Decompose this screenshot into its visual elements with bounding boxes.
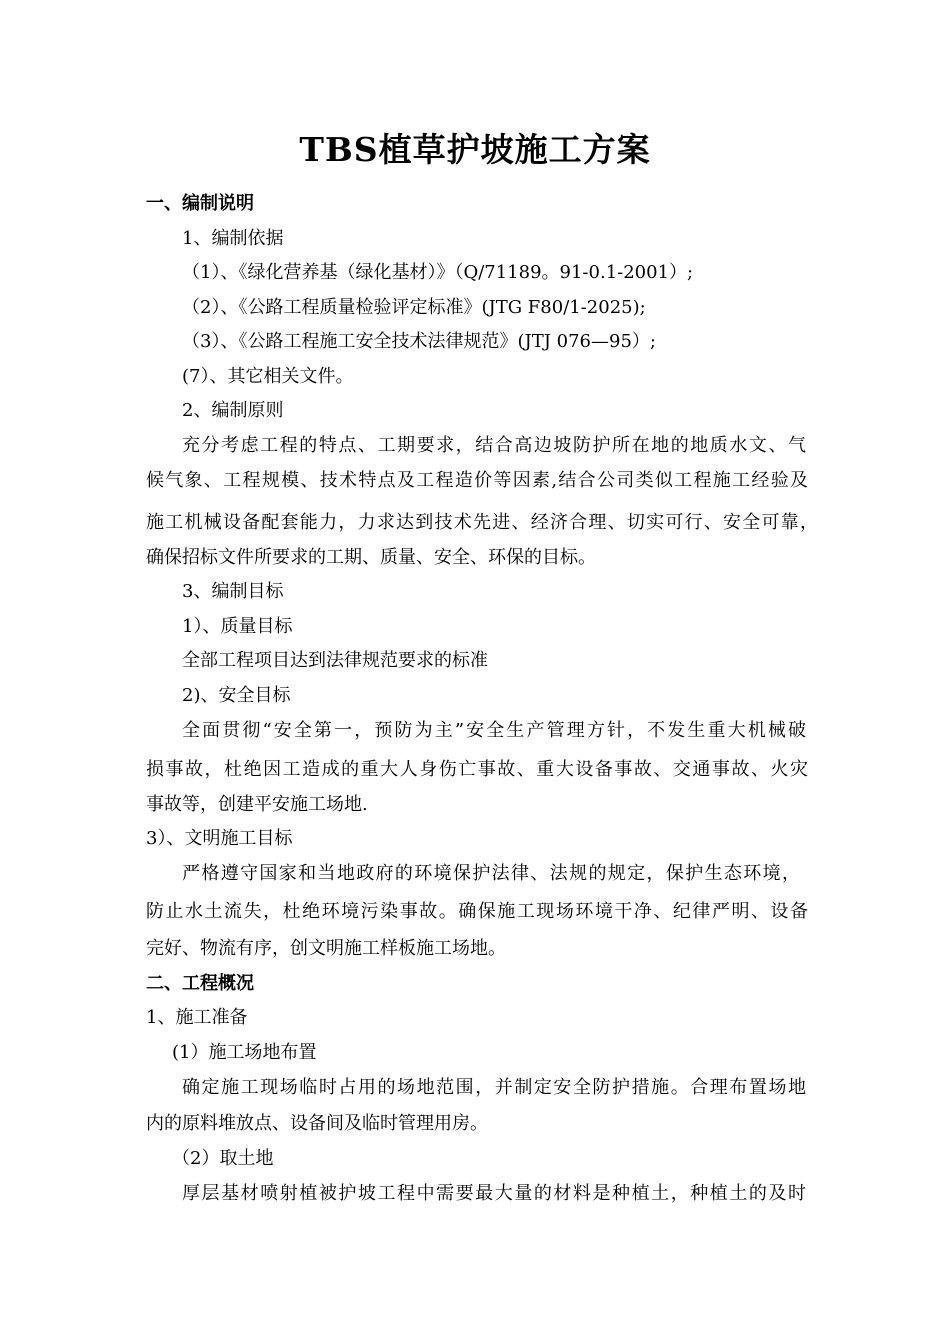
- paragraph-line: 全部工程项目达到法律规范要求的标准: [182, 650, 488, 671]
- section-heading-2: 二、工程概况: [146, 973, 254, 994]
- basis-item-3: （3）、《公路工程施工安全技术法律规范》(JTJ 076—95）;: [182, 331, 656, 352]
- paragraph-line: 充分考虑工程的特点、工期要求，结合高边坡防护所在地的地质水文、气: [182, 435, 806, 456]
- paragraph-line: 防止水土流失，杜绝环境污染事故。确保施工现场环境干净、纪律严明、设备: [146, 901, 808, 922]
- subheading-basis: 1、编制依据: [182, 228, 284, 249]
- basis-item-7: (7）、其它相关文件。: [182, 366, 354, 387]
- paragraph-line: 严格遵守国家和当地政府的环境保护法律、法规的规定，保护生态环境，: [182, 863, 800, 884]
- goal-safety: 2)、安全目标: [182, 685, 291, 706]
- paragraph-line: 确定施工现场临时占用的场地范围，并制定安全防护措施。合理布置场地: [182, 1077, 806, 1098]
- basis-item-2: （2）、《公路工程质量检验评定标准》(JTG F80/1-2025);: [182, 297, 646, 318]
- paragraph-line: 候气象、工程规模、技术特点及工程造价等因素,结合公司类似工程施工经验及: [146, 470, 808, 491]
- paragraph-line: 施工机械设备配套能力，力求达到技术先进、经济合理、切实可行、安全可靠，: [146, 512, 818, 533]
- goal-civilized: 3）、文明施工目标: [146, 828, 293, 849]
- section-heading-1: 一、编制说明: [146, 193, 254, 214]
- paragraph-line: 事故等，创建平安施工场地.: [146, 794, 368, 815]
- subheading-borrow-area: （2）取土地: [172, 1148, 274, 1169]
- basis-item-1: （1）、《绿化营养基（绿化基材）》（Q/71189。91-0.1-2001）;: [182, 262, 694, 283]
- document-title: TBS植草护坡施工方案: [299, 130, 651, 169]
- paragraph-line: 确保招标文件所要求的工期、质量、安全、环保的目标。: [146, 547, 596, 568]
- subheading-site-layout: (1）施工场地布置: [172, 1042, 317, 1063]
- subheading-principles: 2、编制原则: [182, 400, 284, 421]
- paragraph-line: 厚层基材喷射植被护坡工程中需要最大量的材料是种植土，种植土的及时: [182, 1183, 806, 1204]
- paragraph-line: 内的原料堆放点、设备间及临时管理用房。: [146, 1113, 488, 1134]
- subheading-goals: 3、编制目标: [182, 581, 284, 602]
- paragraph-line: 损事故，杜绝因工造成的重大人身伤亡事故、重大设备事故、交通事故、火灾: [146, 759, 808, 780]
- paragraph-line: 完好、物流有序，创文明施工样板施工场地。: [146, 938, 506, 959]
- subheading-preparation: 1、施工准备: [146, 1007, 248, 1028]
- paragraph-line: 全面贯彻“安全第一，预防为主”安全生产管理方针，不发生重大机械破: [182, 720, 806, 741]
- goal-quality: 1）、质量目标: [182, 616, 293, 637]
